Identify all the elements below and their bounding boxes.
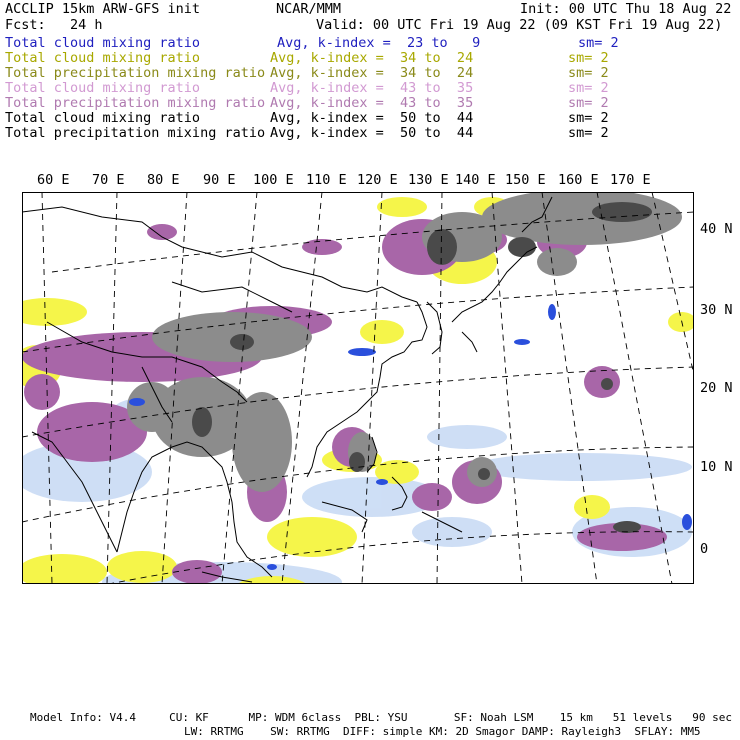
legend-row <box>5 126 735 141</box>
legend-field: Total precipitation mixing ratio <box>5 65 266 81</box>
legend-avg: Avg, k-index = 23 to 9 <box>277 35 481 51</box>
longitude-label: 80 E <box>147 172 180 188</box>
legend-row <box>5 51 735 66</box>
org-label: NCAR/MMM <box>276 1 342 17</box>
latitude-label: 0 <box>700 541 709 557</box>
legend-avg: Avg, k-index = 50 to 44 <box>270 110 474 126</box>
longitude-label: 100 E <box>253 172 294 188</box>
legend-sm: sm= 2 <box>568 125 609 141</box>
legend-avg: Avg, k-index = 34 to 24 <box>270 65 474 81</box>
legend-sm: sm= 2 <box>568 80 609 96</box>
longitude-label: 140 E <box>455 172 496 188</box>
latitude-label: 20 N <box>700 380 733 396</box>
legend-avg: Avg, k-index = 50 to 44 <box>270 125 474 141</box>
legend-avg: Avg, k-index = 34 to 24 <box>270 50 474 66</box>
legend-field: Total precipitation mixing ratio <box>5 125 266 141</box>
plot-title: ACCLIP 15km ARW-GFS init <box>5 1 201 17</box>
legend-row <box>5 81 735 96</box>
longitude-label: 70 E <box>92 172 125 188</box>
latitude-label: 40 N <box>700 221 733 237</box>
legend-row <box>5 96 735 111</box>
legend-sm: sm= 2 <box>568 65 609 81</box>
longitude-label: 90 E <box>203 172 236 188</box>
legend-sm: sm= 2 <box>568 95 609 111</box>
longitude-label: 160 E <box>558 172 599 188</box>
latitude-label: 10 N <box>700 459 733 475</box>
legend-field: Total cloud mixing ratio <box>5 35 201 51</box>
longitude-label: 120 E <box>357 172 398 188</box>
model-info-line1: Model Info: V4.4 CU: KF MP: WDM 6class PBL: YSU SF: Noah LSM 15 km 51 levels 90 sec <box>30 711 732 724</box>
legend-avg: Avg, k-index = 43 to 35 <box>270 80 474 96</box>
longitude-label: 110 E <box>306 172 347 188</box>
longitude-label: 60 E <box>37 172 70 188</box>
legend-field: Total cloud mixing ratio <box>5 110 201 126</box>
legend-row <box>5 36 735 51</box>
legend-sm: sm= 2 <box>568 50 609 66</box>
legend-field: Total cloud mixing ratio <box>5 80 201 96</box>
forecast-hour: Fcst: 24 h <box>5 17 103 33</box>
legend-sm: sm= 2 <box>578 35 619 51</box>
legend-row <box>5 66 735 81</box>
legend-field: Total cloud mixing ratio <box>5 50 201 66</box>
longitude-label: 150 E <box>505 172 546 188</box>
init-time: Init: 00 UTC Thu 18 Aug 22 <box>520 1 732 17</box>
legend-sm: sm= 2 <box>568 110 609 126</box>
legend-avg: Avg, k-index = 43 to 35 <box>270 95 474 111</box>
weather-map <box>22 192 694 584</box>
model-info-line2: LW: RRTMG SW: RRTMG DIFF: simple KM: 2D Smagor DAMP: Rayleigh3 SFLAY: MM5 <box>184 725 701 738</box>
legend-row <box>5 111 735 126</box>
valid-time: Valid: 00 UTC Fri 19 Aug 22 (09 KST Fri 19 Aug 22) <box>316 17 723 33</box>
longitude-label: 170 E <box>610 172 651 188</box>
latitude-label: 30 N <box>700 302 733 318</box>
longitude-label: 130 E <box>408 172 449 188</box>
legend-field: Total precipitation mixing ratio <box>5 95 266 111</box>
